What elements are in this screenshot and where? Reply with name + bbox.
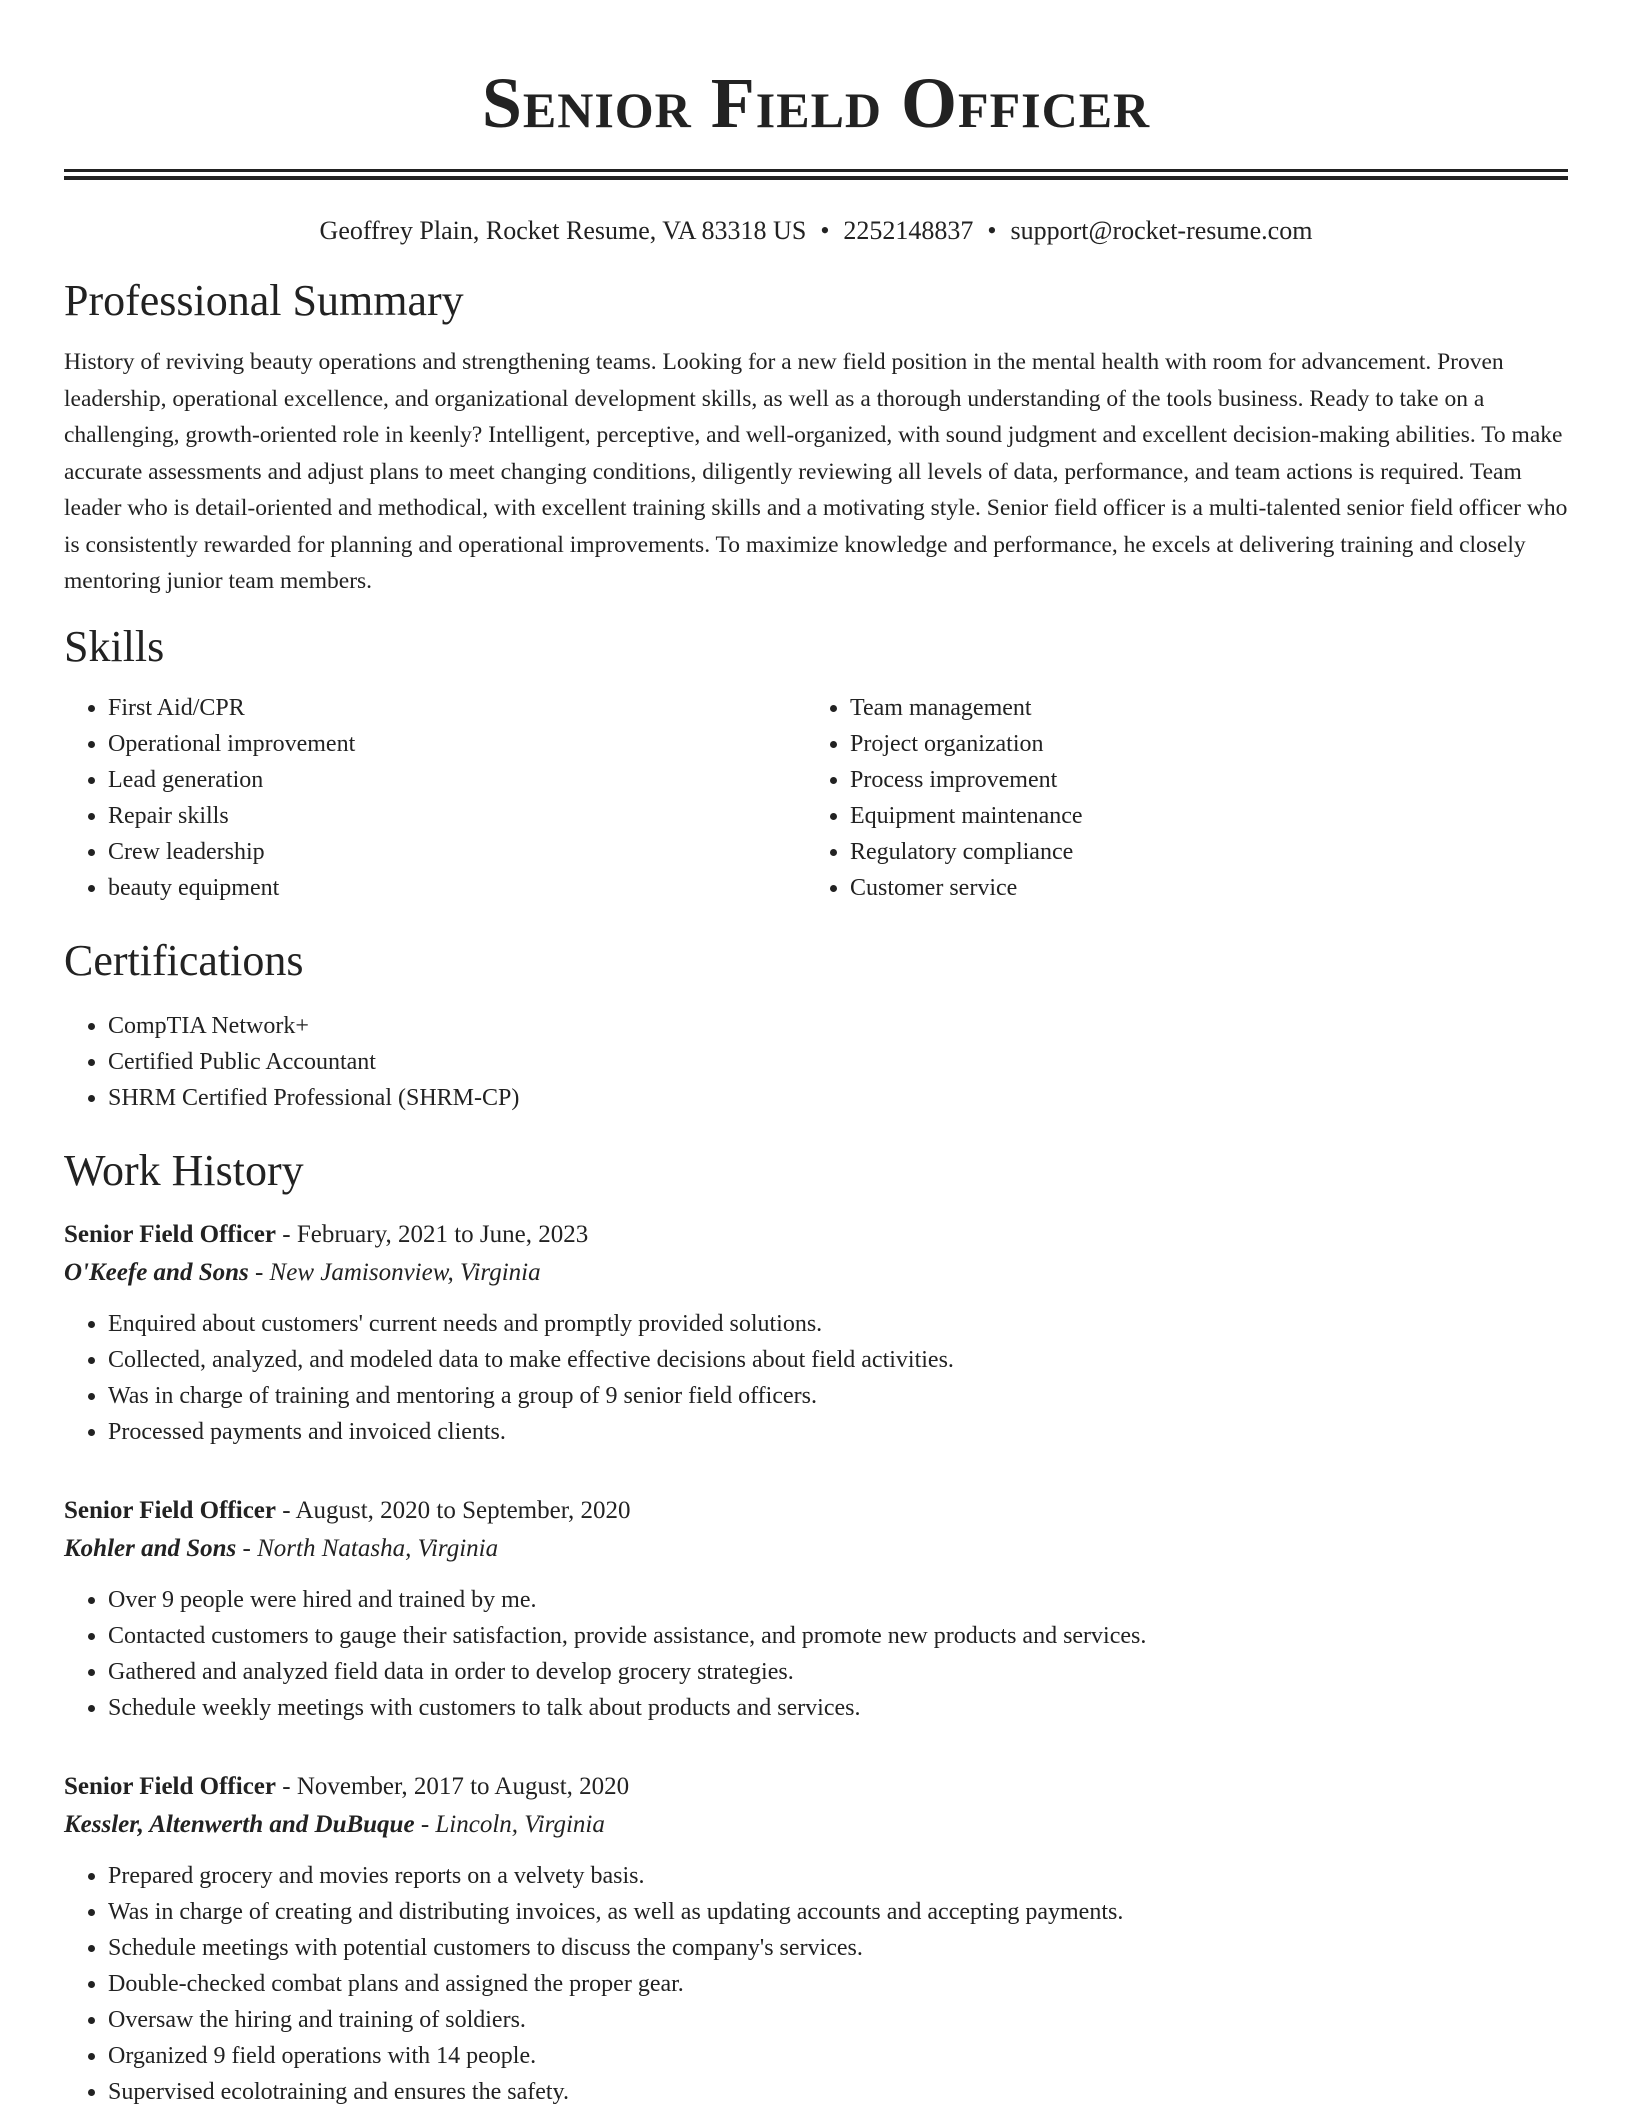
job-company-line — [64, 1806, 1568, 1844]
job-bullets — [64, 1858, 1568, 2110]
contact-separator: • — [820, 216, 830, 245]
job-bullets — [64, 1582, 1568, 1726]
contact-address: Geoffrey Plain, Rocket Resume, VA 83318 US — [319, 216, 807, 245]
job-bullet: • Gathered and analyzed field data in order to develop grocery strategies. — [108, 1654, 1568, 1690]
skill-item: • Repair skills — [108, 798, 806, 834]
job-bullet: • Schedule weekly meetings with customers to talk about products and services. — [108, 1690, 1568, 1726]
skill-item: • Customer service — [850, 870, 1548, 906]
job-bullet: • Collected, analyzed, and modeled data to make effective decisions about field activities. — [108, 1342, 1568, 1378]
job-title: Senior Field Officer — [64, 1220, 276, 1248]
skills-grid — [64, 690, 1568, 906]
job-location: - New Jamisonview, Virginia — [248, 1258, 541, 1286]
job-dates: - February, 2021 to June, 2023 — [276, 1220, 589, 1248]
job-company-line — [64, 1530, 1568, 1568]
job-bullet: • Processed payments and invoiced clients. — [108, 1414, 1568, 1450]
skill-item: • Project organization — [850, 726, 1548, 762]
skill-item: • Lead generation — [108, 762, 806, 798]
contact-email: support@rocket-resume.com — [1010, 216, 1313, 245]
skills-section — [64, 620, 1568, 906]
job-title-line — [64, 1768, 1568, 1806]
skill-item: • Team management — [850, 690, 1548, 726]
contact-separator: • — [987, 216, 997, 245]
skills-column-left — [64, 690, 806, 906]
job-location: - North Natasha, Virginia — [236, 1534, 499, 1562]
work-history-section — [64, 1144, 1568, 2110]
skills-list-left — [64, 690, 806, 906]
job-company: Kohler and Sons — [64, 1534, 237, 1562]
job-bullet: • Was in charge of training and mentoring a group of 9 senior field officers. — [108, 1378, 1568, 1414]
skills-list-right — [806, 690, 1548, 906]
job-company: O'Keefe and Sons — [64, 1258, 249, 1286]
job-bullet: • Contacted customers to gauge their satisfaction, provide assistance, and promote new products and services. — [108, 1618, 1568, 1654]
job-title-line — [64, 1216, 1568, 1254]
job-location: - Lincoln, Virginia — [414, 1810, 605, 1838]
job-bullet: • Prepared grocery and movies reports on a velvety basis. — [108, 1858, 1568, 1894]
skill-item: • Equipment maintenance — [850, 798, 1548, 834]
job-bullet: • Schedule meetings with potential customers to discuss the company's services. — [108, 1930, 1568, 1966]
contact-phone: 2252148837 — [843, 216, 974, 245]
job-bullet: • Organized 9 field operations with 14 people. — [108, 2038, 1568, 2074]
job-title: Senior Field Officer — [64, 1772, 276, 1800]
job-entry — [64, 1492, 1568, 1726]
certification-item: • Certified Public Accountant — [108, 1044, 1568, 1080]
summary-text: History of reviving beauty operations and strengthening teams. Looking for a new field position in the mental health with room for advancement. Proven leadership, operational excellence, and organizational development skills, as well as a thorough understanding of the tools business. Ready to take on a challenging, growth-oriented role in keenly? Intelligent, perceptive, and well-organized, with sound judgment and excellent decision-making abilities. To make accurate assessments and adjust plans to meet changing conditions, diligently reviewing all levels of data, performance, and team actions is required. Team leader who is detail-oriented and methodical, with excellent training skills and a motivating style. Senior field officer is a multi-talented senior field officer who is consistently rewarded for planning and operational improvements. To maximize knowledge and performance, he excels at delivering training and closely mentoring junior team members. — [64, 349, 1568, 594]
skill-item: • First Aid/CPR — [108, 690, 806, 726]
contact-line — [64, 214, 1568, 248]
resume-page — [64, 0, 1568, 2110]
work-history-heading: Work History — [64, 1145, 304, 1195]
resume-title: Senior Field Officer — [481, 63, 1151, 143]
certifications-heading: Certifications — [64, 935, 304, 985]
skill-item: • beauty equipment — [108, 870, 806, 906]
certification-item: • SHRM Certified Professional (SHRM-CP) — [108, 1080, 1568, 1116]
job-bullet: • Over 9 people were hired and trained by me. — [108, 1582, 1568, 1618]
job-dates: - November, 2017 to August, 2020 — [276, 1772, 630, 1800]
job-company-line — [64, 1254, 1568, 1292]
certifications-section — [64, 934, 1568, 1116]
job-title-line — [64, 1492, 1568, 1530]
job-bullet: • Was in charge of creating and distributing invoices, as well as updating accounts and accepting payments. — [108, 1894, 1568, 1930]
job-entry — [64, 1216, 1568, 1450]
skills-column-right — [806, 690, 1548, 906]
job-bullet: • Oversaw the hiring and training of soldiers. — [108, 2002, 1568, 2038]
title-double-rule — [64, 169, 1568, 180]
skill-item: • Crew leadership — [108, 834, 806, 870]
skills-heading: Skills — [64, 621, 165, 671]
job-dates: - August, 2020 to September, 2020 — [276, 1496, 631, 1524]
skill-item: • Operational improvement — [108, 726, 806, 762]
job-entry — [64, 1768, 1568, 2110]
skill-item: • Process improvement — [850, 762, 1548, 798]
job-bullets — [64, 1306, 1568, 1450]
skill-item: • Regulatory compliance — [850, 834, 1548, 870]
certification-item: • CompTIA Network+ — [108, 1008, 1568, 1044]
job-bullet: • Enquired about customers' current needs and promptly provided solutions. — [108, 1306, 1568, 1342]
summary-section — [64, 274, 1568, 600]
summary-heading: Professional Summary — [64, 276, 464, 325]
certifications-list — [64, 1008, 1568, 1116]
job-bullet: • Double-checked combat plans and assigned the proper gear. — [108, 1966, 1568, 2002]
job-bullet: • Supervised ecolotraining and ensures the safety. — [108, 2074, 1568, 2110]
job-title: Senior Field Officer — [64, 1496, 276, 1524]
job-company: Kessler, Altenwerth and DuBuque — [64, 1810, 415, 1838]
